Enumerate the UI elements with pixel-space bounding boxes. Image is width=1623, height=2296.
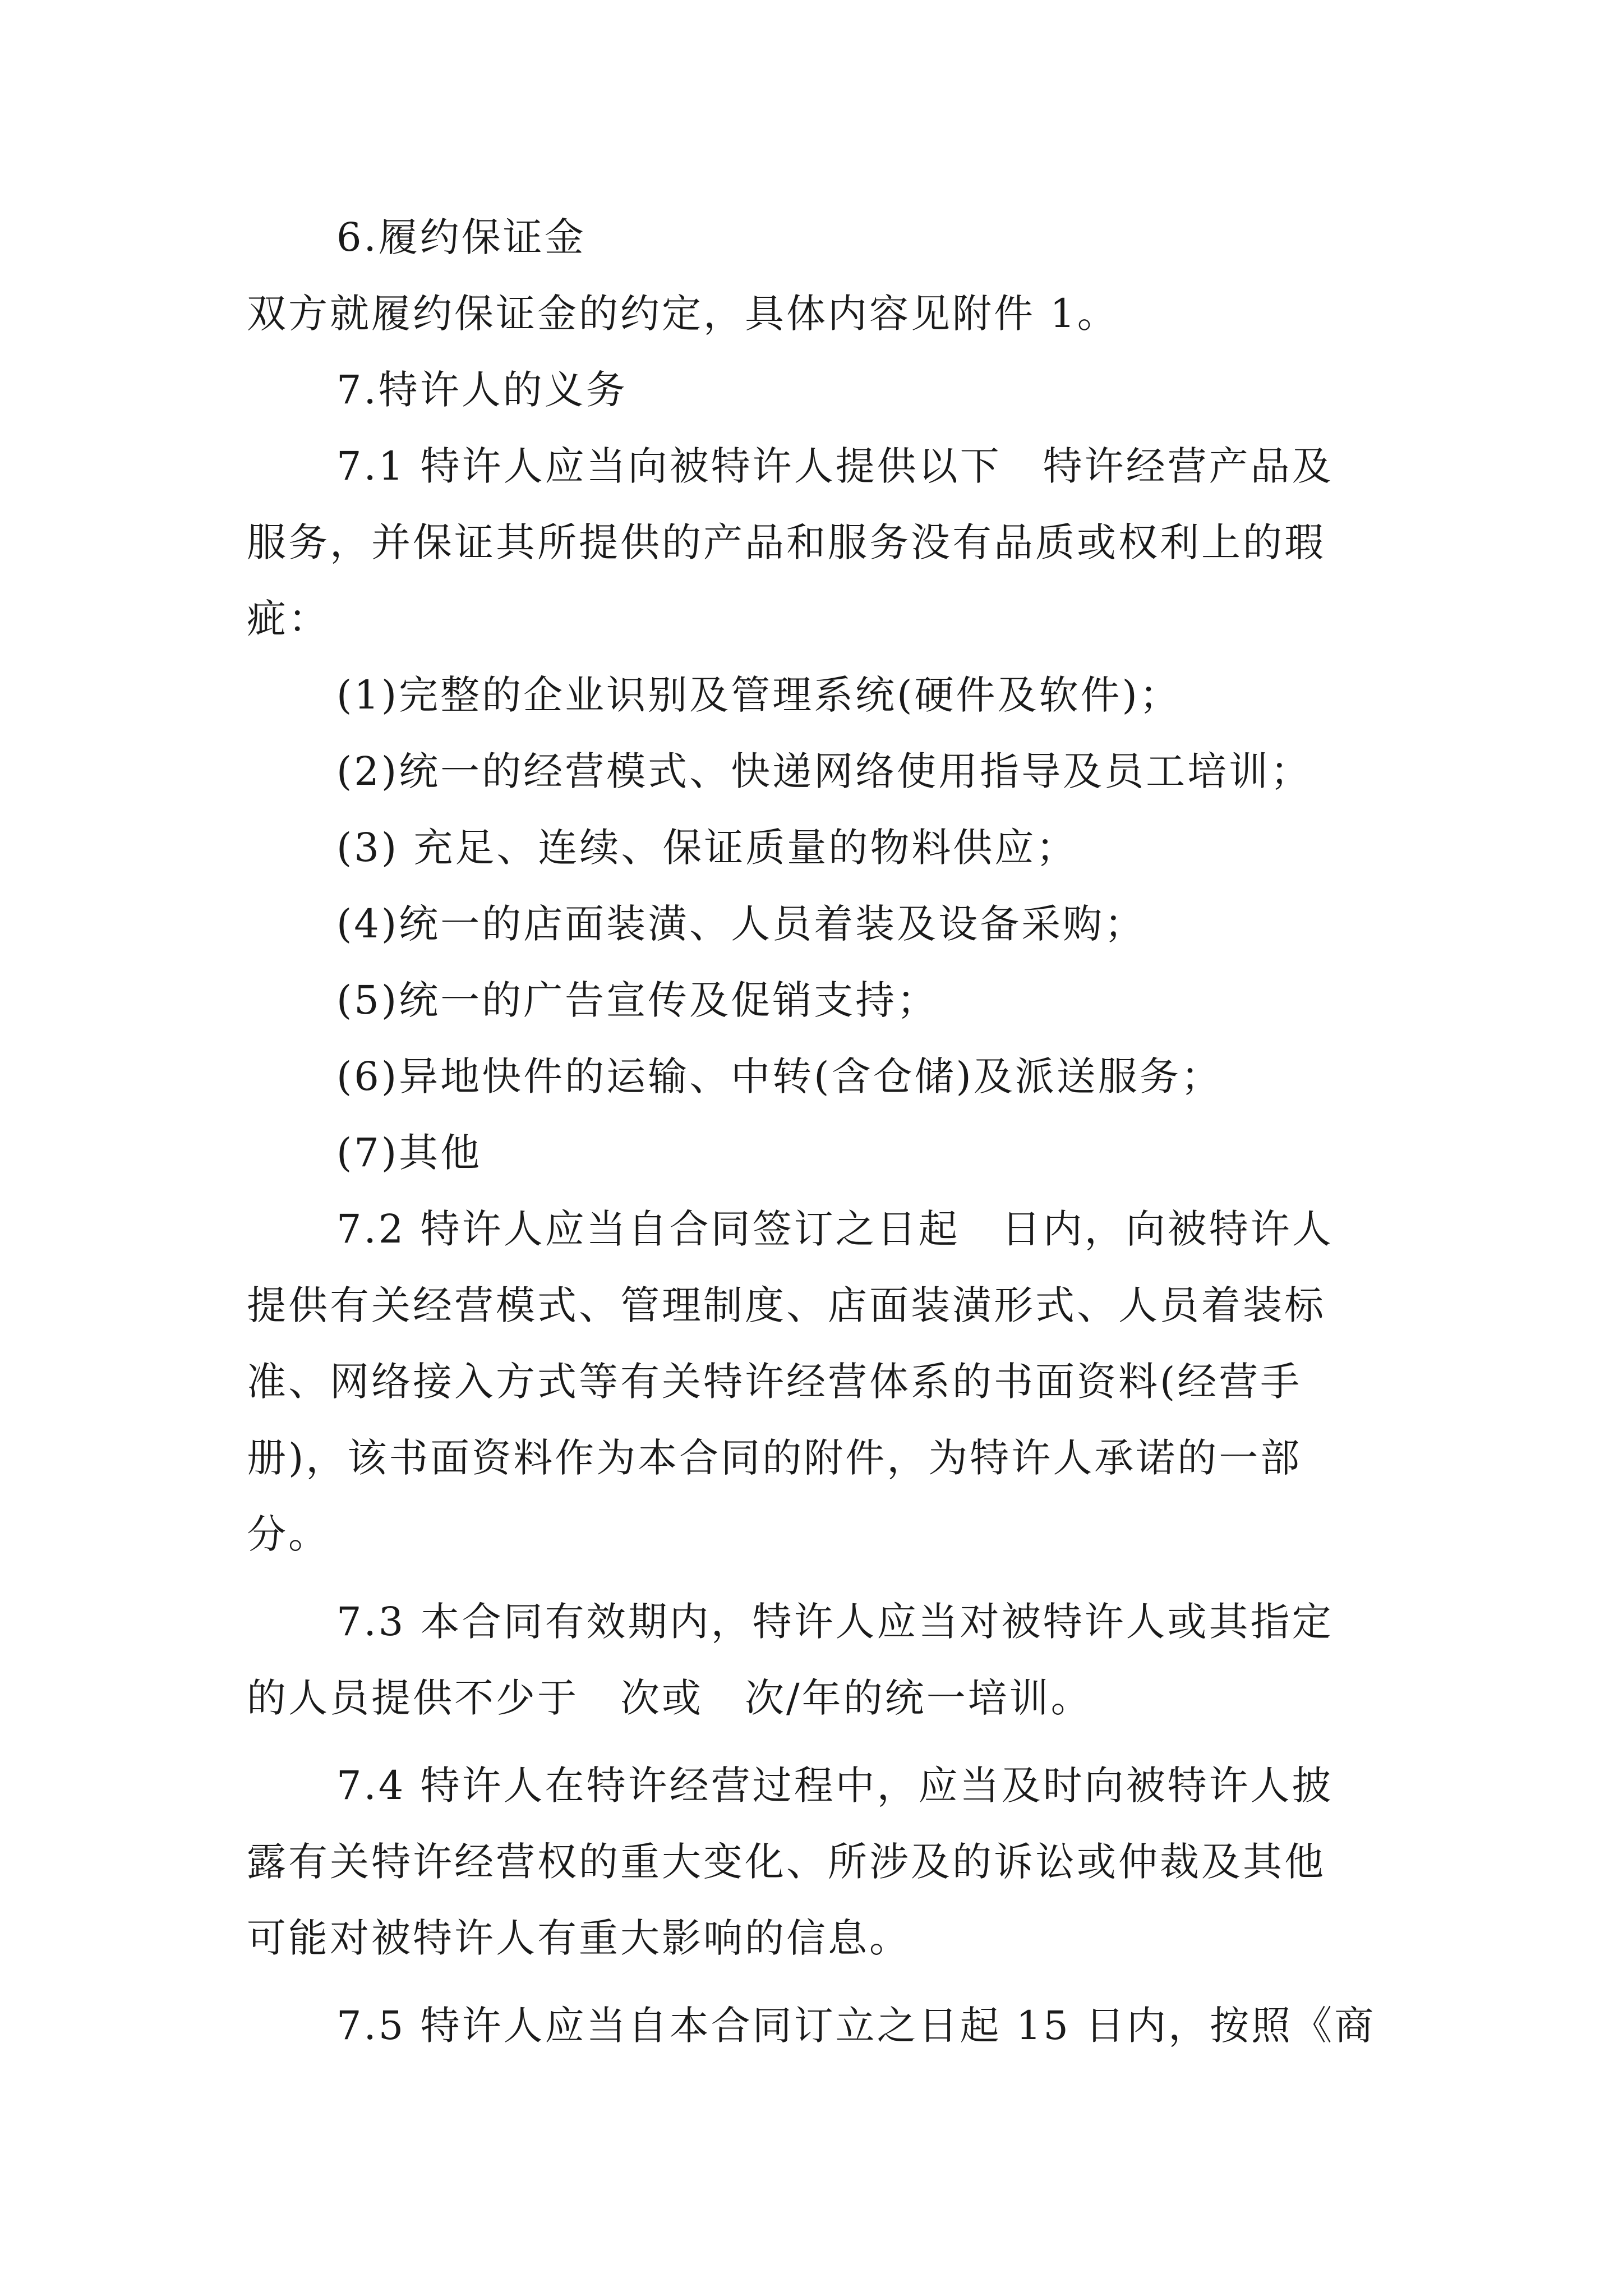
paragraph-line: 7.1 特许人应当向被特许人提供以下 特许经营产品及 bbox=[336, 443, 1334, 489]
paragraph-line: 7.3 本合同有效期内，特许人应当对被特许人或其指定 bbox=[336, 1599, 1334, 1645]
paragraph-line: 7.5 特许人应当自本合同订立之日起 15 日内，按照《商 bbox=[336, 2003, 1376, 2049]
paragraph-line: 双方就履约保证金的约定，具体内容见附件 1。 bbox=[247, 291, 1119, 337]
section-heading-performance-bond: 6.履约保证金 bbox=[336, 214, 586, 260]
list-item: (7)其他 bbox=[336, 1130, 482, 1176]
paragraph-line: 分。 bbox=[247, 1511, 330, 1557]
document-body bbox=[247, 199, 1391, 2064]
list-item: (6)异地快件的运输、中转(含仓储)及派送服务； bbox=[336, 1053, 1223, 1099]
list-item: (3) 充足、连续、保证质量的物料供应； bbox=[336, 825, 1078, 871]
section-heading-franchisor-obligations: 7.特许人的义务 bbox=[336, 367, 628, 413]
paragraph-line: 服务，并保证其所提供的产品和服务没有品质或权利上的瑕 bbox=[247, 519, 1326, 565]
paragraph-line: 露有关特许经营权的重大变化、所涉及的诉讼或仲裁及其他 bbox=[247, 1839, 1326, 1885]
list-item: (1)完整的企业识别及管理系统(硬件及软件)； bbox=[336, 672, 1181, 718]
paragraph-line: 疵： bbox=[247, 596, 330, 642]
list-item: (2)统一的经营模式、快递网络使用指导及员工培训； bbox=[336, 748, 1312, 794]
paragraph-line: 册)，该书面资料作为本合同的附件，为特许人承诺的一部 bbox=[247, 1435, 1302, 1481]
paragraph-line: 准、网络接入方式等有关特许经营体系的书面资料(经营手 bbox=[247, 1359, 1302, 1405]
paragraph-line: 提供有关经营模式、管理制度、店面装潢形式、人员着装标 bbox=[247, 1282, 1326, 1328]
paragraph-line: 7.4 特许人在特许经营过程中，应当及时向被特许人披 bbox=[336, 1763, 1334, 1809]
paragraph-line: 7.2 特许人应当自合同签订之日起 日内，向被特许人 bbox=[336, 1206, 1334, 1252]
paragraph-line: 的人员提供不少于 次或 次/年的统一培训。 bbox=[247, 1675, 1092, 1721]
paragraph-line: 可能对被特许人有重大影响的信息。 bbox=[247, 1915, 911, 1961]
list-item: (4)统一的店面装潢、人员着装及设备采购； bbox=[336, 901, 1146, 947]
list-item: (5)统一的广告宣传及促销支持； bbox=[336, 977, 939, 1023]
